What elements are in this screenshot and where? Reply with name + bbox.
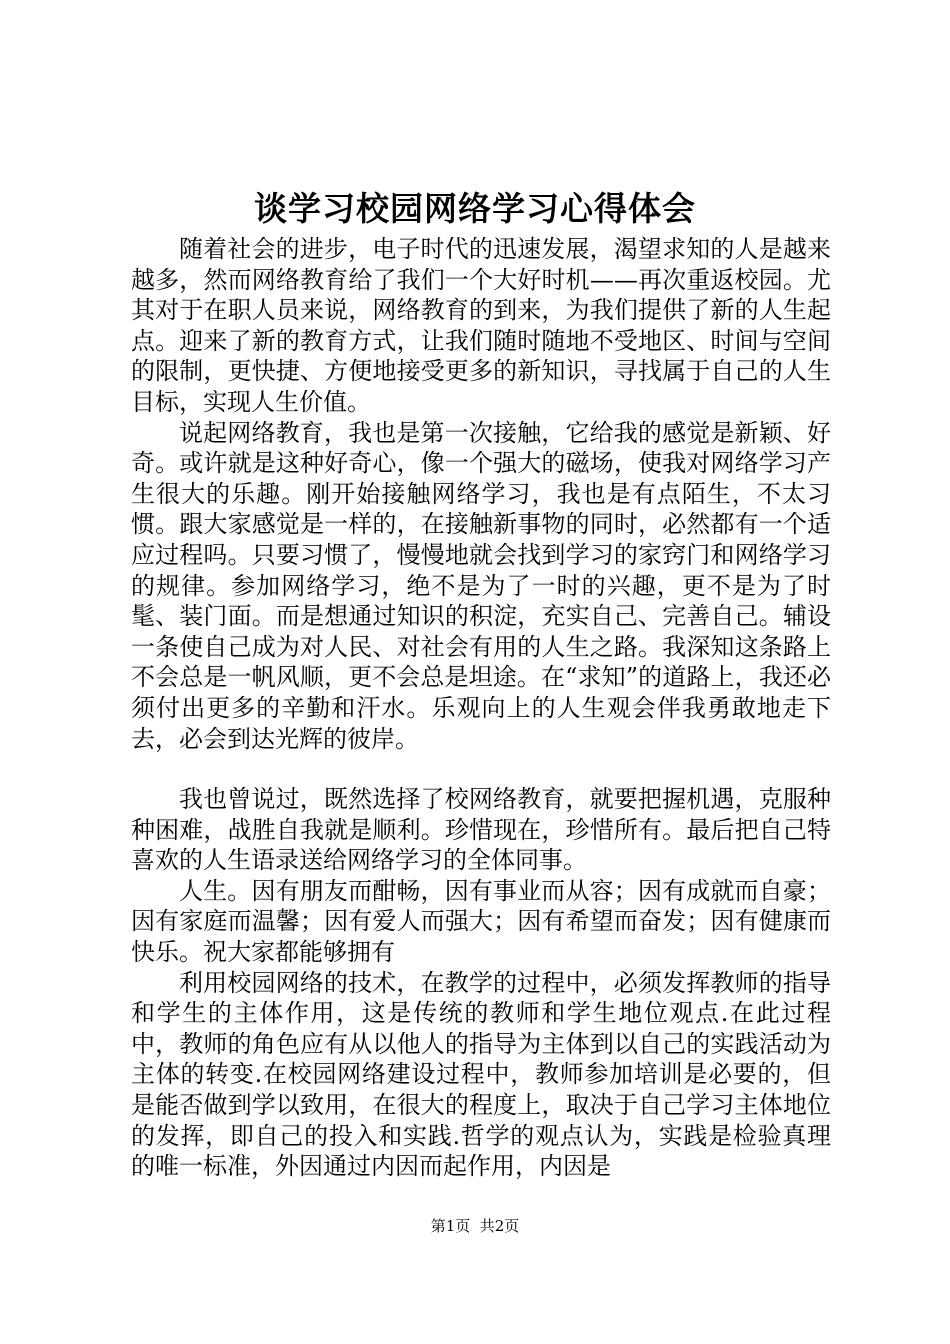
paragraph-4: 人生。因有朋友而酣畅，因有事业而从容；因有成就而自豪；因有家庭而温馨；因有爱人而强大；因有希望而奋发；因有健康而快乐。祝大家都能够拥有 xyxy=(131,876,831,967)
page-footer: 第1页 共2页 xyxy=(430,1217,520,1235)
document-body xyxy=(131,234,831,1182)
paragraph-2: 说起网络教育，我也是第一次接触，它给我的感觉是新颖、好奇。或许就是这种好奇心，像一个强大的磁场，使我对网络学习产生很大的乐趣。刚开始接触网络学习，我也是有点陌生，不太习惯。跟大家感觉是一样的，在接触新事物的同时，必然都有一个适应过程吗。只要习惯了，慢慢地就会找到学习的家窍门和网络学习的规律。参加网络学习，绝不是为了一时的兴趣，更不是为了时髦、装门面。而是想通过知识的积淀，充实自己、完善自己。辅设一条使自己成为对人民、对社会有用的人生之路。我深知这条路上不会总是一帆风顺，更不会总是坦途。在“求知”的道路上，我还必须付出更多的辛勤和汗水。乐观向上的人生观会伴我勇敢地走下去，必会到达光辉的彼岸。 xyxy=(131,418,831,753)
paragraph-5: 利用校园网络的技术，在教学的过程中，必须发挥教师的指导和学生的主体作用，这是传统的教师和学生地位观点.在此过程中，教师的角色应有从以他人的指导为主体到以自己的实践活动为主体的转变.在校园网络建设过程中，教师参加培训是必要的，但是能否做到学以致用，在很大的程度上，取决于自己学习主体地位的发挥，即自己的投入和实践.哲学的观点认为，实践是检验真理的唯一标准，外因通过内因而起作用，内因是 xyxy=(131,968,831,1181)
paragraph-3: 我也曾说过，既然选择了校网络教育，就要把握机遇，克服种种困难，战胜自我就是顺利。珍惜现在，珍惜所有。最后把自己特喜欢的人生语录送给网络学习的全体同事。 xyxy=(131,785,831,875)
document-title: 谈学习校园网络学习心得体会 xyxy=(254,189,696,228)
paragraph-1: 随着社会的进步，电子时代的迅速发展，渴望求知的人是越来越多，然而网络教育给了我们一个大好时机——再次重返校园。尤其对于在职人员来说，网络教育的到来，为我们提供了新的人生起点。迎来了新的教育方式，让我们随时随地不受地区、时间与空间的限制，更快捷、方便地接受更多的新知识，寻找属于自己的人生目标，实现人生价值。 xyxy=(131,235,831,416)
